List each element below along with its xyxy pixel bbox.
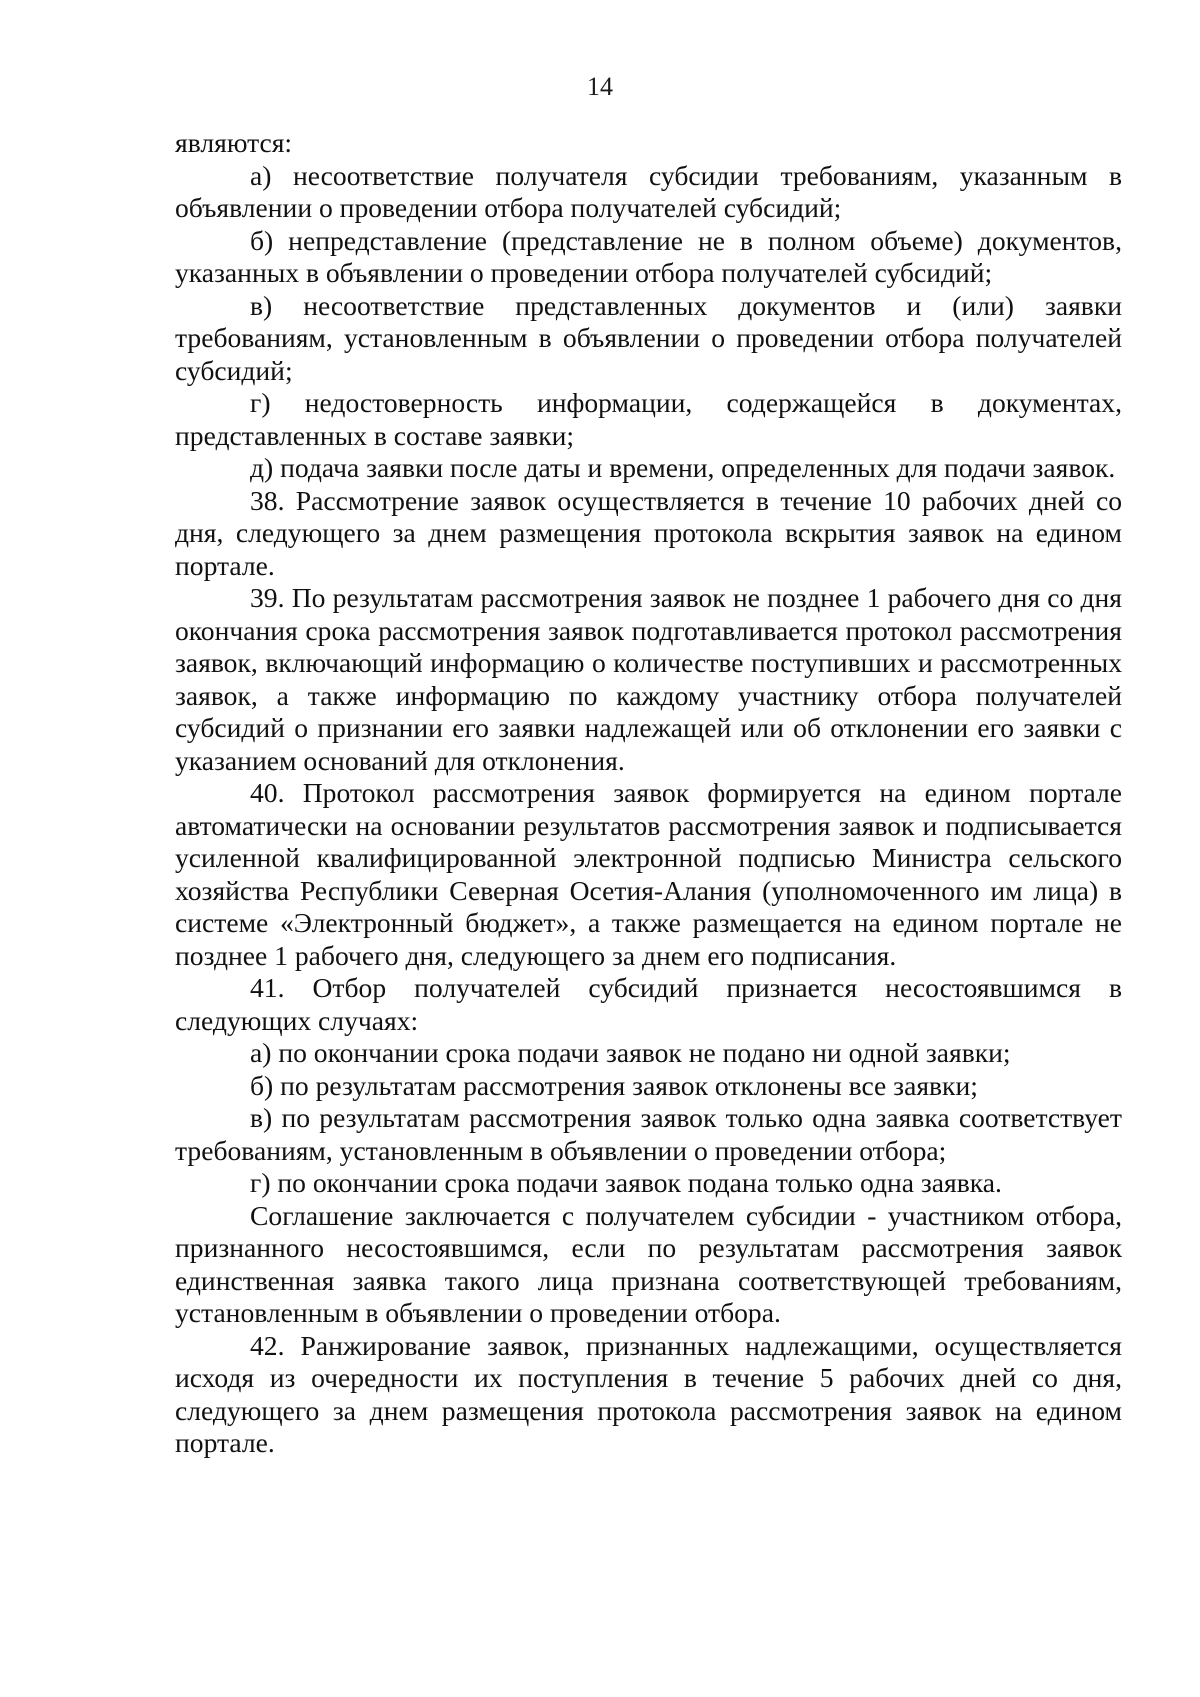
paragraph-item-b: б) непредставление (представление не в полном объеме) документов, указанных в объявлении о проведении отбора получателей субсидий;	[175, 224, 1122, 288]
paragraph-continuation: являются:	[175, 127, 293, 158]
paragraph-41: 41. Отбор получателей субсидий признается несостоявшимся в следующих случаях:	[175, 972, 1122, 1036]
paragraph-40: 40. Протокол рассмотрения заявок формируется на едином портале автоматически на основании результатов рассмотрения заявок и подписывается усиленной квалифицированной электронной подписью Министра сельского хозяйства Республики Северная Осетия-Алания (уполномоченного им лица) в системе «Электронный бюджет», а также размещается на едином портале не позднее 1 рабочего дня, следующего за днем его подписания.	[175, 777, 1122, 971]
paragraph-41-item-v: в) по результатам рассмотрения заявок только одна заявка соответствует требованиям, установленным в объявлении о проведении отбора;	[175, 1102, 1122, 1166]
paragraph-41-item-a: а) по окончании срока подачи заявок не подано ни одной заявки;	[250, 1037, 1011, 1068]
paragraph-38: 38. Рассмотрение заявок осуществляется в течение 10 рабочих дней со дня, следующего за днем размещения протокола вскрытия заявок на едином портале.	[175, 484, 1122, 581]
paragraph-item-v: в) несоответствие представленных документов и (или) заявки требованиям, установленным в объявлении о проведении отбора получателей субсидий;	[175, 289, 1122, 386]
paragraph-41-item-g: г) по окончании срока подачи заявок подана только одна заявка.	[250, 1167, 1002, 1198]
paragraph-item-d: д) подача заявки после даты и времени, определенных для подачи заявок.	[250, 452, 1116, 483]
paragraph-42: 42. Ранжирование заявок, признанных надлежащими, осуществляется исходя из очередности их поступления в течение 5 рабочих дней со дня, следующего за днем размещения протокола рассмотрения заявок на едином портале.	[175, 1329, 1122, 1458]
paragraph-agreement: Соглашение заключается с получателем субсидии - участником отбора, признанного несостоявшимся, если по результатам рассмотрения заявок единственная заявка такого лица признана соответствующей требованиям, установленным в объявлении о проведении отбора.	[175, 1199, 1122, 1328]
page-number: 14	[587, 72, 613, 101]
paragraph-item-a: а) несоответствие получателя субсидии требованиям, указанным в объявлении о проведении отбора получателей субсидий;	[175, 159, 1122, 223]
paragraph-item-g: г) недостоверность информации, содержащейся в документах, представленных в составе заявки;	[175, 387, 1122, 451]
paragraph-39: 39. По результатам рассмотрения заявок не позднее 1 рабочего дня со дня окончания срока рассмотрения заявок подготавливается протокол рассмотрения заявок, включающий информацию о количестве поступивших и рассмотренных заявок, а также информацию по каждому участнику отбора получателей субсидий о признании его заявки надлежащей или об отклонении его заявки с указанием оснований для отклонения.	[175, 582, 1122, 776]
paragraph-41-item-b: б) по результатам рассмотрения заявок отклонены все заявки;	[250, 1069, 978, 1101]
document-body	[175, 127, 1122, 1460]
